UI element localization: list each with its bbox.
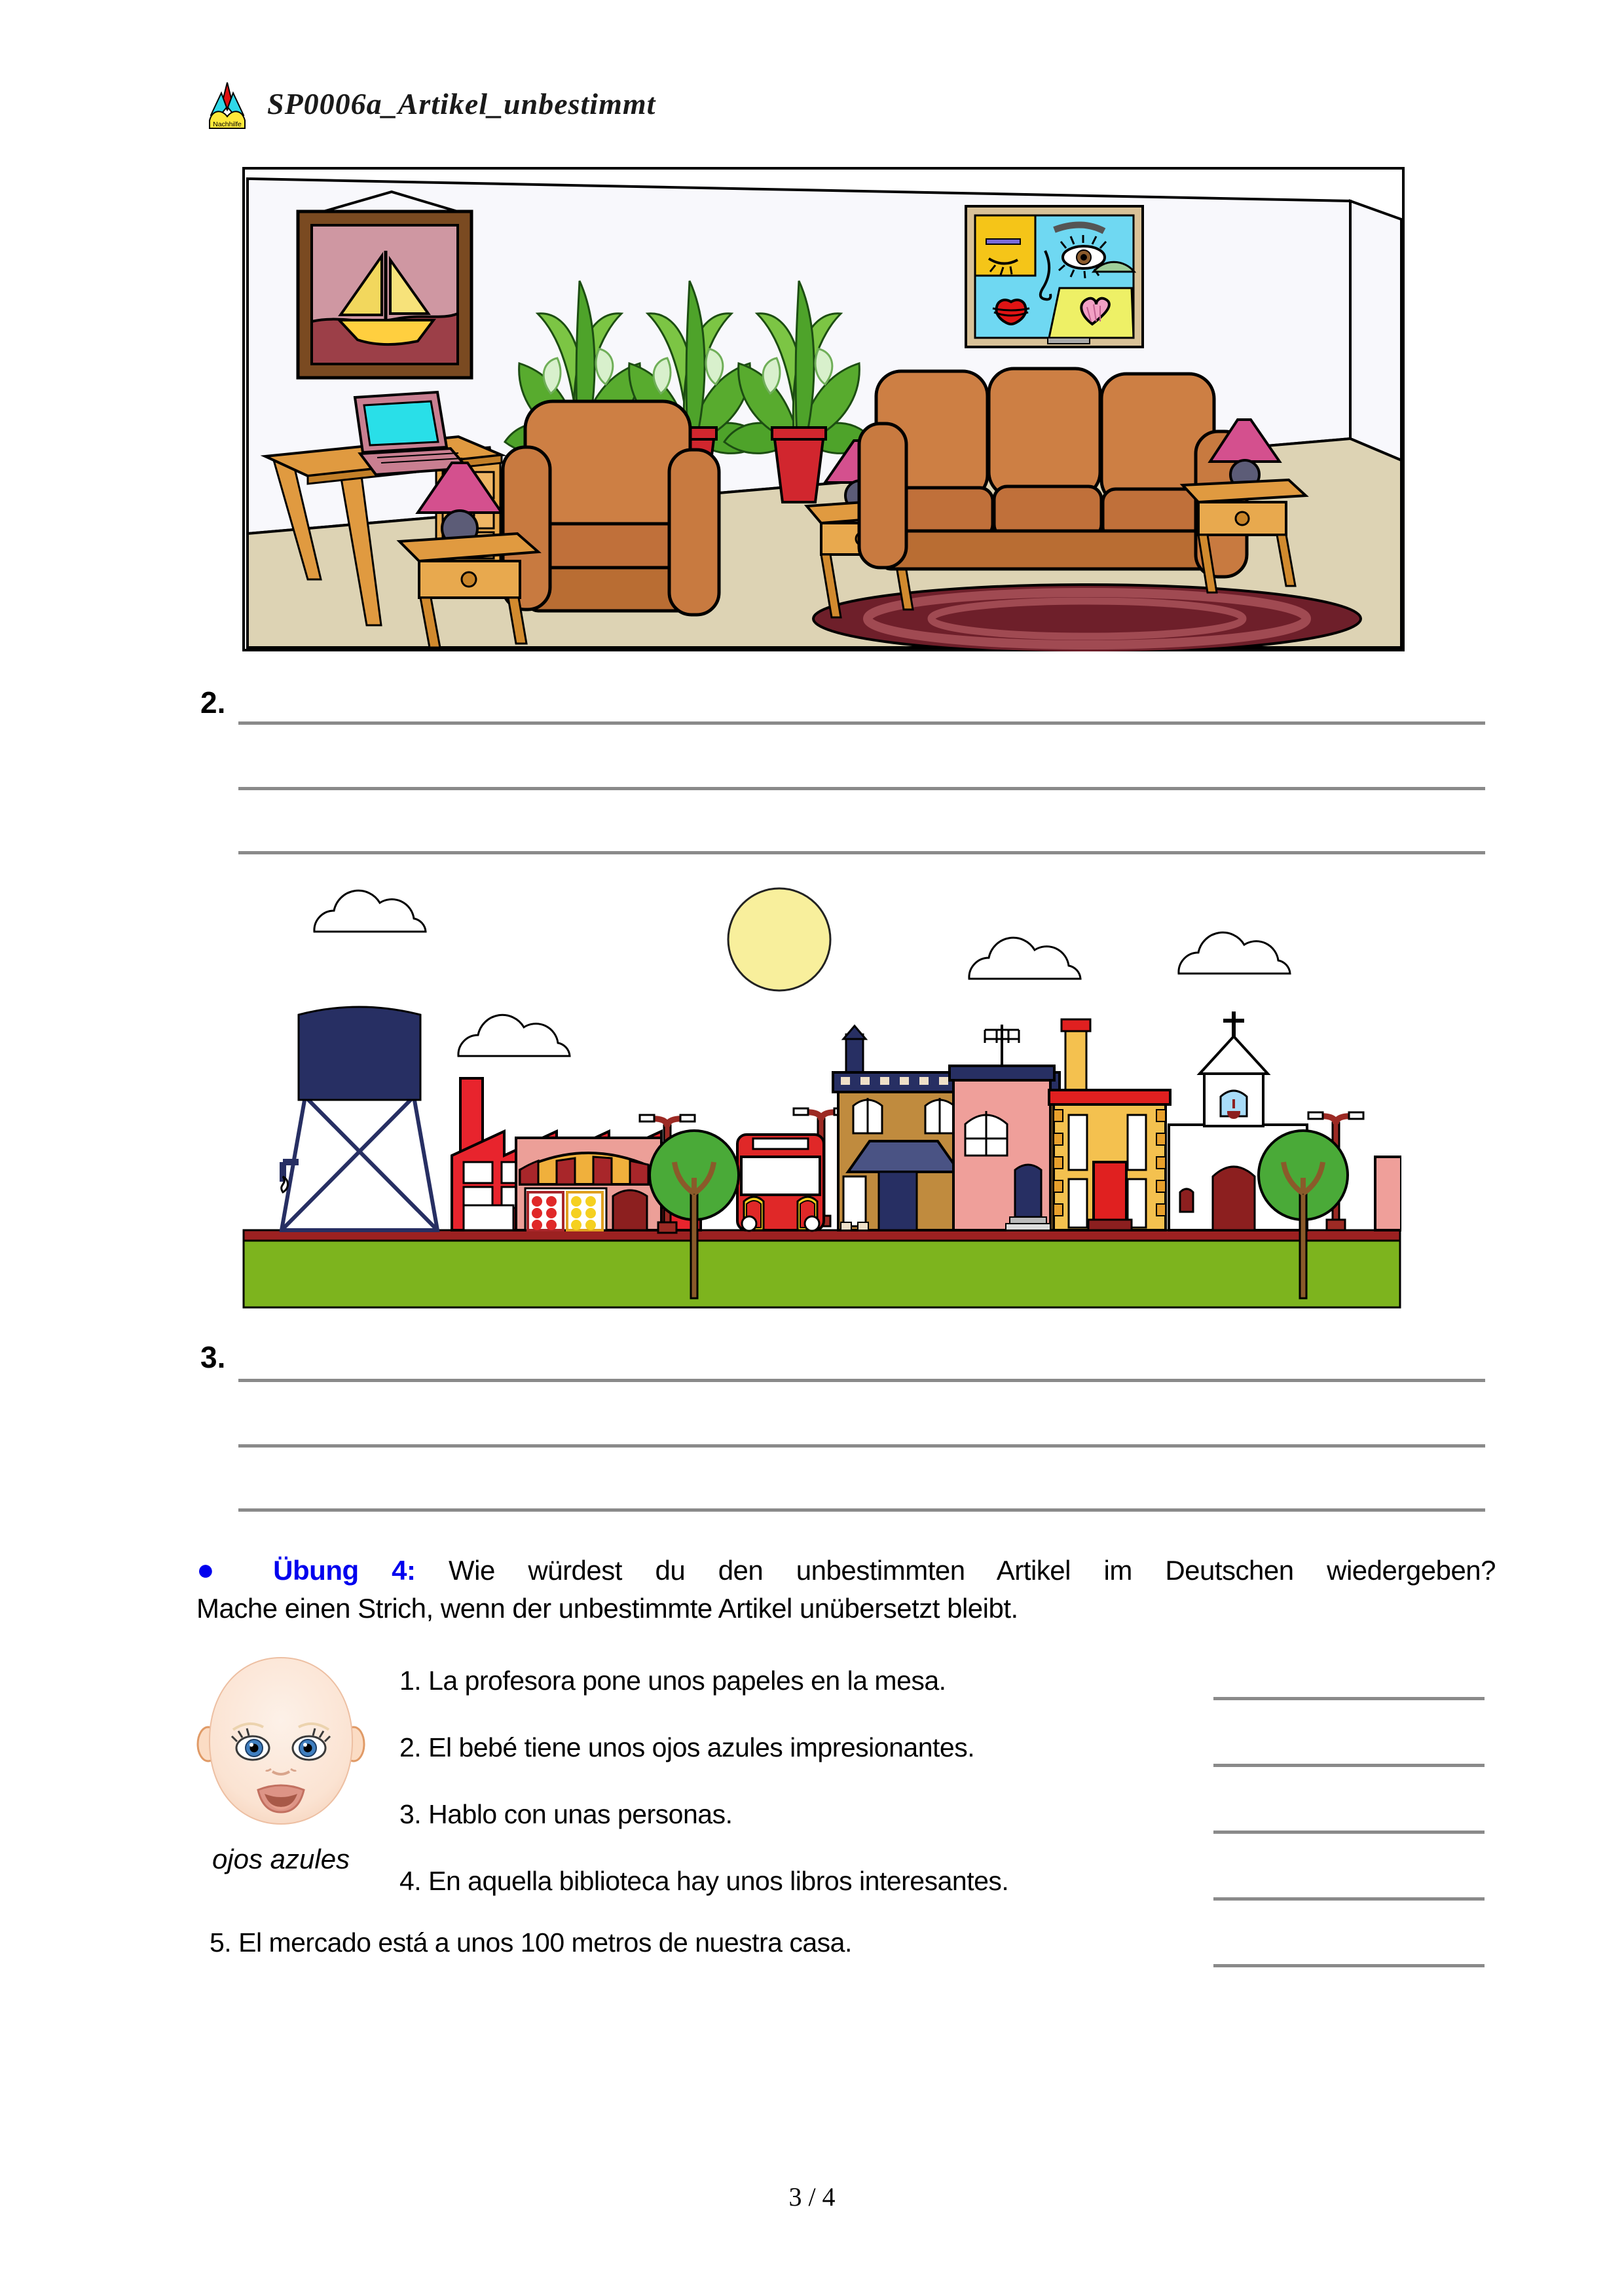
section-3-label: 3. bbox=[200, 1340, 226, 1374]
writing-line[interactable] bbox=[238, 851, 1485, 854]
sentence-3: 3. Hablo con unas personas. bbox=[399, 1799, 733, 1829]
sentence-2: 2. El bebé tiene unos ojos azules impresionantes. bbox=[399, 1732, 975, 1762]
answer-blank-1[interactable] bbox=[1213, 1697, 1485, 1700]
bus bbox=[737, 1135, 824, 1231]
cloud bbox=[1179, 932, 1290, 974]
abstract-face-art bbox=[966, 206, 1143, 347]
exercise-label: Übung 4: bbox=[273, 1555, 416, 1586]
section-2-label: 2. bbox=[200, 685, 226, 720]
bullet-icon: ● bbox=[196, 1552, 240, 1586]
hint-caption: ojos azules bbox=[212, 1844, 350, 1874]
corner-wall bbox=[1350, 201, 1401, 460]
cloud bbox=[458, 1015, 570, 1056]
exercise-instructions bbox=[196, 1550, 1496, 1628]
answer-blank-3[interactable] bbox=[1213, 1831, 1485, 1834]
writing-line[interactable] bbox=[238, 787, 1485, 790]
church-door bbox=[1213, 1167, 1255, 1230]
sentence-5: 5. El mercado está a unos 100 metros de nuestra casa. bbox=[210, 1927, 852, 1958]
sailboat-painting bbox=[298, 192, 471, 378]
document-title: SP0006a_Artikel_unbestimmt bbox=[267, 87, 656, 120]
rug bbox=[813, 585, 1361, 651]
sentence-1: 1. La profesora pone unos papeles en la mesa. bbox=[399, 1666, 946, 1696]
house-door bbox=[879, 1172, 917, 1230]
answer-blank-2[interactable] bbox=[1213, 1764, 1485, 1767]
sun bbox=[728, 888, 830, 991]
factory-door bbox=[464, 1205, 513, 1230]
water-tower bbox=[282, 1007, 437, 1230]
cloud bbox=[314, 890, 426, 932]
instruction-line-2: Mache einen Strich, wenn der unbestimmte Artikel unübersetzt bleibt. bbox=[196, 1593, 1018, 1624]
living-room-scene bbox=[242, 167, 1405, 651]
writing-line[interactable] bbox=[238, 1508, 1485, 1512]
cloud bbox=[969, 938, 1080, 979]
pink-house bbox=[950, 1025, 1054, 1230]
baby-face-illustration bbox=[195, 1652, 367, 1829]
answer-blank-5[interactable] bbox=[1213, 1964, 1485, 1967]
writing-line[interactable] bbox=[238, 721, 1485, 725]
svg-text:Nachhilfe: Nachhilfe bbox=[213, 120, 242, 128]
shop-door bbox=[613, 1190, 647, 1230]
answer-blank-4[interactable] bbox=[1213, 1897, 1485, 1901]
armchair bbox=[503, 401, 719, 615]
sentence-4: 4. En aquella biblioteca hay unos libros interesantes. bbox=[399, 1866, 1009, 1896]
writing-line[interactable] bbox=[238, 1379, 1485, 1382]
writing-line[interactable] bbox=[238, 1444, 1485, 1448]
shop bbox=[516, 1138, 661, 1230]
yellow-house bbox=[1049, 1019, 1170, 1230]
city-street-scene bbox=[242, 874, 1401, 1309]
grass bbox=[244, 1241, 1400, 1307]
house-door bbox=[1015, 1165, 1041, 1217]
sofa bbox=[859, 369, 1247, 577]
instruction-line-1: ● Übung 4: Wie würdest du den unbestimmten Artikel im Deutschen wiedergeben? bbox=[196, 1552, 1496, 1586]
pink-wall bbox=[1375, 1157, 1401, 1230]
nachhilfe-logo-icon bbox=[208, 81, 246, 134]
page-number: 3 / 4 bbox=[788, 2182, 836, 2212]
